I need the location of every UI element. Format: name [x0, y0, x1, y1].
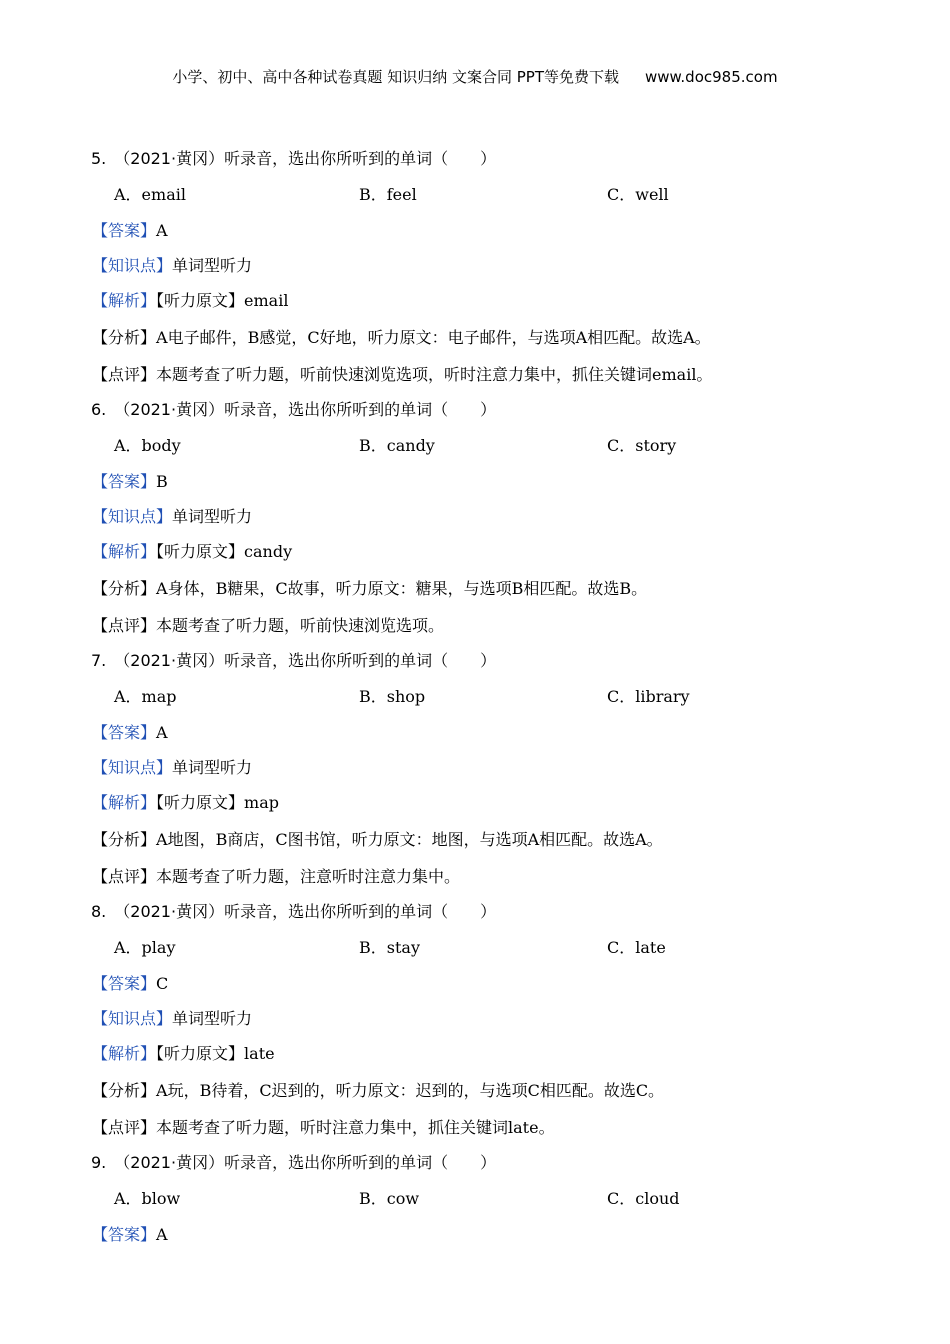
question-stem: 6. （2021·黄冈）听录音，选出你所听到的单词（ ）: [91, 400, 497, 419]
fenxi-line: 【分析】A地图，B商店，C图书馆，听力原文：地图，与选项A相匹配。故选A。: [92, 830, 663, 849]
question-stem: 7. （2021·黄冈）听录音，选出你所听到的单词（ ）: [91, 651, 497, 670]
analysis-line: 【解析】【听力原文】map: [92, 793, 279, 812]
option-b: B．stay: [359, 938, 420, 957]
knowledge-line: 【知识点】单词型听力: [92, 507, 253, 526]
option-c: C．late: [607, 938, 666, 957]
option-a: A．play: [114, 938, 176, 957]
option-c: C．well: [607, 185, 669, 204]
review-line: 【点评】本题考查了听力题，听前快速浏览选项，听时注意力集中，抓住关键词email。: [92, 365, 713, 384]
page-header: [0, 66, 950, 87]
fenxi-line: 【分析】A身体，B糖果，C故事，听力原文：糖果，与选项B相匹配。故选B。: [92, 579, 648, 598]
header-text: 小学、初中、高中各种试卷真题 知识归纳 文案合同 PPT等免费下载: [172, 68, 619, 86]
analysis-line: 【解析】【听力原文】candy: [92, 542, 293, 561]
option-a: A．email: [114, 185, 186, 204]
knowledge-line: 【知识点】单词型听力: [92, 256, 253, 275]
option-a: A．body: [114, 436, 181, 455]
option-b: B．shop: [359, 687, 426, 706]
header-site: www.doc985.com: [644, 68, 778, 86]
option-c: C．library: [607, 687, 690, 706]
analysis-line: 【解析】【听力原文】late: [92, 1044, 275, 1063]
review-line: 【点评】本题考查了听力题，听时注意力集中，抓住关键词late。: [92, 1118, 555, 1137]
option-a: A．map: [114, 687, 177, 706]
fenxi-line: 【分析】A玩，B待着，C迟到的，听力原文：迟到的，与选项C相匹配。故选C。: [92, 1081, 665, 1100]
answer-line: 【答案】C: [92, 974, 169, 993]
review-line: 【点评】本题考查了听力题，听前快速浏览选项。: [92, 616, 445, 635]
option-b: B．cow: [359, 1189, 420, 1208]
review-line: 【点评】本题考查了听力题，注意听时注意力集中。: [92, 867, 461, 886]
option-c: C．story: [607, 436, 677, 455]
question-stem: 8. （2021·黄冈）听录音，选出你所听到的单词（ ）: [91, 902, 497, 921]
option-a: A．blow: [114, 1189, 181, 1208]
knowledge-line: 【知识点】单词型听力: [92, 758, 253, 777]
answer-line: 【答案】B: [92, 472, 168, 491]
option-c: C．cloud: [607, 1189, 680, 1208]
option-b: B．feel: [359, 185, 417, 204]
knowledge-line: 【知识点】单词型听力: [92, 1009, 253, 1028]
question-stem: 5. （2021·黄冈）听录音，选出你所听到的单词（ ）: [91, 149, 497, 168]
answer-line: 【答案】A: [92, 1225, 168, 1244]
fenxi-line: 【分析】A电子邮件，B感觉，C好地，听力原文：电子邮件，与选项A相匹配。故选A。: [92, 328, 711, 347]
answer-line: 【答案】A: [92, 221, 168, 240]
answer-line: 【答案】A: [92, 723, 168, 742]
analysis-line: 【解析】【听力原文】email: [92, 291, 289, 310]
option-b: B．candy: [359, 436, 435, 455]
question-stem: 9. （2021·黄冈）听录音，选出你所听到的单词（ ）: [91, 1153, 497, 1172]
